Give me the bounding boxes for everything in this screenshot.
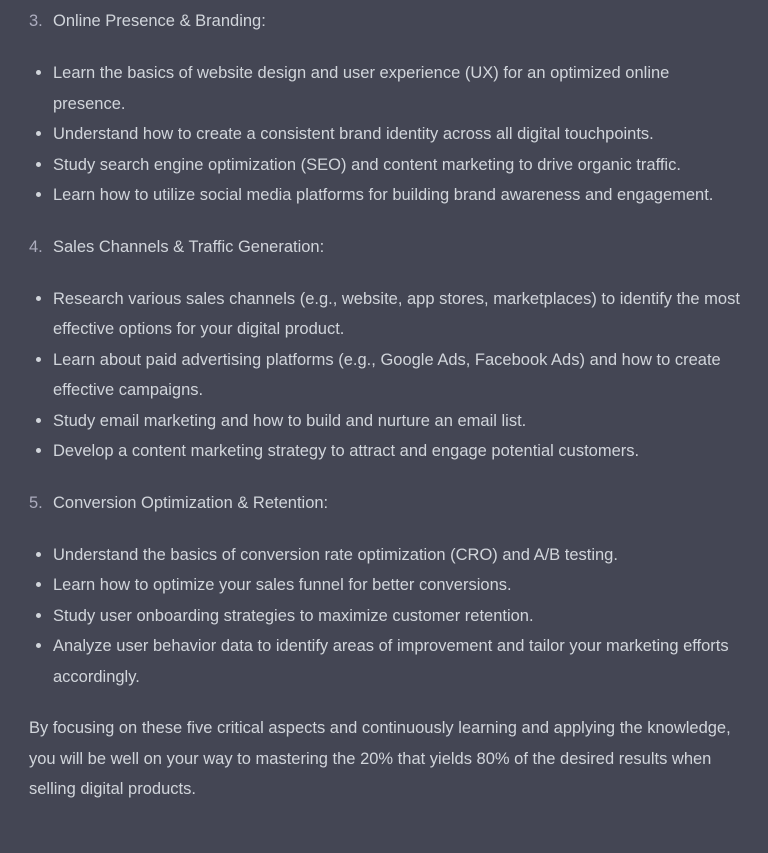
bullet-icon [36, 296, 41, 301]
section-title: Conversion Optimization & Retention: [53, 493, 329, 512]
bullet-icon [36, 162, 41, 167]
list-item-text: Study user onboarding strategies to maximize customer retention. [53, 606, 534, 625]
list-item-text: Study search engine optimization (SEO) and content marketing to drive organic traffic. [53, 155, 681, 174]
section-number: 4. [29, 237, 43, 256]
bullet-icon [36, 613, 41, 618]
list-item [29, 540, 741, 571]
list-item [29, 345, 741, 406]
list-item [29, 150, 741, 181]
list-item [29, 570, 741, 601]
list-item [29, 58, 741, 119]
section-conversion-optimization [29, 488, 741, 693]
bullet-icon [36, 192, 41, 197]
section-header [29, 488, 741, 519]
list-item [29, 180, 741, 211]
list-item-text: Understand the basics of conversion rate optimization (CRO) and A/B testing. [53, 545, 618, 564]
list-item [29, 119, 741, 150]
list-item-text: Develop a content marketing strategy to attract and engage potential customers. [53, 442, 640, 460]
list-item-text: Learn about paid advertising platforms (e.g., Google Ads, Facebook Ads) and how to create effective campaigns. [53, 350, 721, 399]
bullet-list [29, 540, 741, 693]
list-item-text: Analyze user behavior data to identify areas of improvement and tailor your marketing efforts accordingly. [53, 637, 729, 686]
list-item [29, 601, 741, 632]
bullet-icon [36, 552, 41, 557]
chat-message-content [29, 6, 741, 805]
bullet-icon [36, 418, 41, 423]
list-item [29, 284, 741, 345]
bullet-icon [36, 582, 41, 587]
bullet-icon [36, 357, 41, 362]
section-title: Sales Channels & Traffic Generation: [53, 237, 325, 256]
bullet-icon [36, 131, 41, 136]
list-item-text: Understand how to create a consistent brand identity across all digital touchpoints. [53, 125, 654, 143]
list-item-text: Research various sales channels (e.g., website, app stores, marketplaces) to identify the most effective options for your digital product. [53, 289, 740, 338]
list-item-text: Study email marketing and how to build and nurture an email list. [53, 411, 527, 430]
section-online-presence [29, 6, 741, 211]
list-item [29, 631, 741, 692]
list-item-text: Learn how to utilize social media platforms for building brand awareness and engagement. [53, 186, 714, 204]
section-number: 5. [29, 493, 43, 512]
bullet-list [29, 58, 741, 211]
bullet-icon [36, 70, 41, 75]
section-number: 3. [29, 12, 43, 30]
list-item-text: Learn the basics of website design and user experience (UX) for an optimized online presence. [53, 64, 670, 113]
section-header [29, 6, 741, 37]
section-header [29, 232, 741, 263]
list-item [29, 406, 741, 437]
bullet-icon [36, 448, 41, 453]
closing-paragraph: By focusing on these five critical aspects and continuously learning and applying the knowledge, you will be well on your way to mastering the 20% that yields 80% of the desired results when selling digital products. [29, 719, 731, 798]
list-item-text: Learn how to optimize your sales funnel for better conversions. [53, 576, 512, 594]
section-sales-channels [29, 232, 741, 467]
bullet-list [29, 284, 741, 467]
bullet-icon [36, 643, 41, 648]
section-title: Online Presence & Branding: [53, 12, 266, 30]
list-item [29, 436, 741, 467]
